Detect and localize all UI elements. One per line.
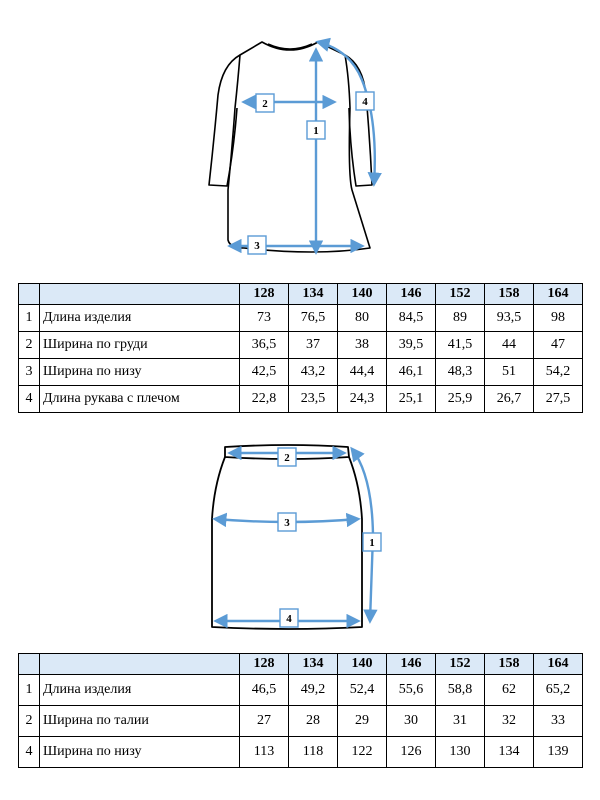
size-header: 164 — [534, 654, 583, 675]
measure-value: 126 — [387, 737, 436, 768]
measure-value: 26,7 — [485, 386, 534, 413]
measure-value: 41,5 — [436, 332, 485, 359]
measure-name: Ширина по груди — [40, 332, 240, 359]
skirt-outline — [212, 445, 362, 629]
measure-value: 58,8 — [436, 675, 485, 706]
measure-value: 49,2 — [289, 675, 338, 706]
measure-value: 47 — [534, 332, 583, 359]
dress-marker-4 — [356, 92, 374, 110]
header-blank — [40, 654, 240, 675]
table-row — [19, 675, 583, 706]
measure-value: 37 — [289, 332, 338, 359]
row-index: 4 — [19, 737, 40, 768]
svg-text:4: 4 — [286, 613, 292, 625]
measure-value: 46,1 — [387, 359, 436, 386]
measure-value: 55,6 — [387, 675, 436, 706]
table-row — [19, 359, 583, 386]
measure-value: 98 — [534, 305, 583, 332]
skirt-marker-2 — [278, 448, 296, 466]
size-header: 152 — [436, 654, 485, 675]
measure-value: 76,5 — [289, 305, 338, 332]
skirt-size-table — [18, 653, 583, 768]
measure-value: 73 — [240, 305, 289, 332]
measure-value: 48,3 — [436, 359, 485, 386]
size-header: 140 — [338, 284, 387, 305]
header-blank — [19, 284, 40, 305]
measure-value: 113 — [240, 737, 289, 768]
measure-value: 43,2 — [289, 359, 338, 386]
measure-value: 93,5 — [485, 305, 534, 332]
size-header: 134 — [289, 654, 338, 675]
skirt-diagram — [0, 435, 600, 645]
dress-size-table — [18, 283, 583, 413]
row-index: 1 — [19, 305, 40, 332]
size-header: 164 — [534, 284, 583, 305]
dress-marker-3 — [248, 236, 266, 254]
dress-marker-1 — [307, 121, 325, 139]
skirt-marker-1 — [363, 533, 381, 551]
table-header-row — [19, 654, 583, 675]
row-index: 3 — [19, 359, 40, 386]
skirt-marker-4 — [280, 609, 298, 627]
svg-text:4: 4 — [362, 96, 368, 108]
row-index: 1 — [19, 675, 40, 706]
measure-value: 38 — [338, 332, 387, 359]
measure-value: 139 — [534, 737, 583, 768]
measure-value: 27 — [240, 706, 289, 737]
size-header: 140 — [338, 654, 387, 675]
measure-value: 46,5 — [240, 675, 289, 706]
measure-value: 134 — [485, 737, 534, 768]
size-header: 158 — [485, 654, 534, 675]
measure-value: 36,5 — [240, 332, 289, 359]
dress-marker-2 — [256, 94, 274, 112]
measure-value: 28 — [289, 706, 338, 737]
skirt-measure-lines — [215, 449, 373, 621]
row-index: 4 — [19, 386, 40, 413]
row-index: 2 — [19, 706, 40, 737]
size-header: 146 — [387, 284, 436, 305]
size-header: 146 — [387, 654, 436, 675]
measure-value: 31 — [436, 706, 485, 737]
measure-value: 52,4 — [338, 675, 387, 706]
measure-name: Длина рукава с плечом — [40, 386, 240, 413]
dress-diagram — [0, 0, 600, 270]
measure-name: Ширина по низу — [40, 359, 240, 386]
measure-value: 33 — [534, 706, 583, 737]
measure-value: 62 — [485, 675, 534, 706]
dress-outline — [209, 42, 372, 252]
measure-value: 54,2 — [534, 359, 583, 386]
measure-value: 24,3 — [338, 386, 387, 413]
measure-name: Ширина по низу — [40, 737, 240, 768]
measure-value: 25,1 — [387, 386, 436, 413]
measure-value: 65,2 — [534, 675, 583, 706]
measure-value: 42,5 — [240, 359, 289, 386]
measure-name: Длина изделия — [40, 675, 240, 706]
svg-text:2: 2 — [284, 452, 290, 464]
measure-value: 32 — [485, 706, 534, 737]
svg-text:1: 1 — [313, 125, 319, 137]
measure-value: 122 — [338, 737, 387, 768]
size-header: 128 — [240, 284, 289, 305]
table-row — [19, 737, 583, 768]
measure-name: Ширина по талии — [40, 706, 240, 737]
table-row — [19, 332, 583, 359]
size-header: 134 — [289, 284, 338, 305]
measure-value: 80 — [338, 305, 387, 332]
header-blank — [40, 284, 240, 305]
measure-value: 27,5 — [534, 386, 583, 413]
measure-value: 89 — [436, 305, 485, 332]
svg-text:1: 1 — [369, 537, 375, 549]
size-header: 128 — [240, 654, 289, 675]
measure-name: Длина изделия — [40, 305, 240, 332]
measure-value: 22,8 — [240, 386, 289, 413]
svg-text:3: 3 — [284, 517, 290, 529]
row-index: 2 — [19, 332, 40, 359]
measure-value: 118 — [289, 737, 338, 768]
table-row — [19, 386, 583, 413]
size-header: 152 — [436, 284, 485, 305]
size-header: 158 — [485, 284, 534, 305]
svg-text:2: 2 — [262, 98, 268, 110]
measure-value: 44 — [485, 332, 534, 359]
measure-value: 51 — [485, 359, 534, 386]
measure-value: 23,5 — [289, 386, 338, 413]
table-row — [19, 706, 583, 737]
header-blank — [19, 654, 40, 675]
measure-value: 25,9 — [436, 386, 485, 413]
measure-value: 84,5 — [387, 305, 436, 332]
measure-value: 30 — [387, 706, 436, 737]
dress-measure-lines — [230, 42, 375, 252]
table-header-row — [19, 284, 583, 305]
svg-text:3: 3 — [254, 240, 260, 252]
measure-value: 29 — [338, 706, 387, 737]
measure-value: 130 — [436, 737, 485, 768]
table-row — [19, 305, 583, 332]
measure-value: 44,4 — [338, 359, 387, 386]
measure-value: 39,5 — [387, 332, 436, 359]
skirt-marker-3 — [278, 513, 296, 531]
